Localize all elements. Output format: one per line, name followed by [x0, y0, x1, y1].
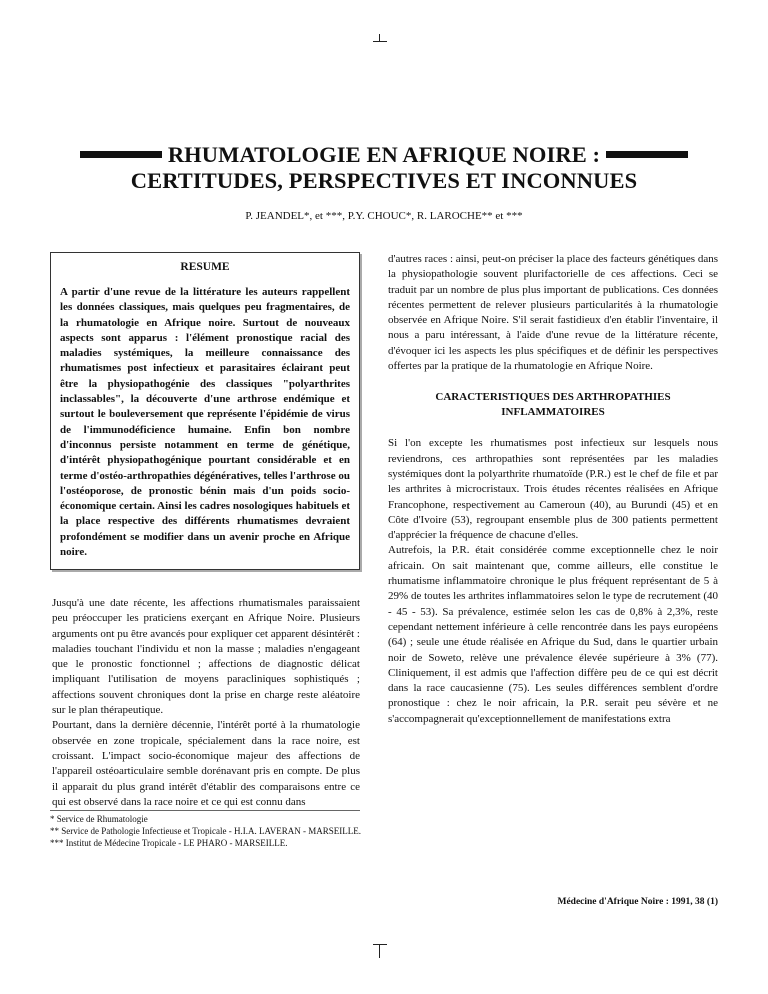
right-column — [388, 252, 718, 727]
section-heading-line-2: INFLAMMATOIRES — [501, 406, 605, 419]
abstract-box — [50, 252, 360, 570]
abstract-text: A partir d'une revue de la littérature les auteurs rappellent les données classiques, mais quelques peu fragmentaires, de la rhumatologie en Afrique noire. Surtout de nouveaux aspects sont apparus : l'élément pronostique racial des maladies systémiques, la meilleure connaissance des rhumatismes post infectieux et parasitaires éclairant peut être la physiopathogénie des classiques "polyarthrites inclassables", la découverte d'une arthrose endémique et surtout le bouleversement que représente l'épidémie de virus de l'immunodéficience humaine. Enfin bon nombre d'inconnus persiste notamment en terme de génétique, d'intérêt physiopathogénique pourtant considérable et en terme d'ostéo-arthropathies dégénératives, telles l'arthrose ou l'ostéoporose, de pronostic bénin mais d'un poids socio-économique certain. Ainsi les cadres nosologiques habituels et la place respective des différents rhumatismes devraient profondément se modifier dans un avenir proche en Afrique noire. — [60, 286, 350, 559]
crop-mark-top — [373, 34, 387, 42]
section-heading — [388, 390, 718, 420]
body-paragraph: Autrefois, la P.R. était considérée comme exceptionnelle chez le noir africain. On sait maintenant que, comme ailleurs, elle constitue le rhumatisme inflammatoire chronique le plus fréquent représentant de 5 à 29% de toutes les arthrites inflammatoires selon le type de recrutement (40 - 45 - 53). Sa prévalence, estimée selon les cas de 0,8% à 2,3%, reste cependant nettement inférieure à celle rencontrée dans les pays européens (64) ; seule une étude réalisée en Afrique du Sud, dans le quartier urbain noir de Soweto, relève une prévalence élevée supérieure à 3% (77). Cliniquement, il est admis que l'affection diffère peu de ce qui est décrit dans la race caucasienne (75). Les seules différences semblent d'ordre pronostique : chez le noir africain, la P.R. serait peu sévère et ne s'accompagnerait qu'exceptionnellement de manifestations extra — [388, 544, 718, 725]
crop-mark-bottom — [373, 944, 387, 958]
title-line-2: CERTITUDES, PERSPECTIVES ET INCONNUES — [130, 168, 638, 193]
body-paragraph: Si l'on excepte les rhumatismes post infectieux sur lesquels nous reviendrons, ces arthropathies sont représentées par les maladies systémiques dont la polyarthrite rhumatoïde (P.R.) est le chef de file et par les arthrites à microcristaux. Trois études récentes réalisées en Afrique Francophone, respectivement au Cameroun (40), au Burundi (45) et en Côte d'Ivoire (53), regroupant ensemble plus de 300 patients permettent d'apprécier la fréquence de chacune d'elles. — [388, 437, 718, 542]
footnote-item: *** Institut de Médecine Tropicale - LE PHARO - MARSEILLE. — [50, 838, 288, 848]
intro-paragraph: d'autres races : ainsi, peut-on préciser la place des facteurs génétiques dans la physiopathologie souvent plurifactorielle de ces affections. Ceci se traduit par un nombre de plus plus important de publications. Ces données récentes permettent de relever plusieurs particularités à la rhumatologie observée en Afrique Noire. S'il serait fastidieux d'en établir l'inventaire, il nous a paru intéressant, à l'aide d'une revue de la littérature récente, d'évoquer ici les aspects les plus spécifiques et de définir les perspectives offertes par la pratique de la rhumatologie en Afrique Noire. — [388, 253, 718, 373]
footnotes — [50, 813, 362, 849]
abstract-heading: RESUME — [180, 261, 230, 273]
journal-citation: Médecine d'Afrique Noire : 1991, 38 (1) — [557, 897, 718, 907]
footnote-item: * Service de Rhumatologie — [50, 814, 148, 824]
section-heading-line-1: CARACTERISTIQUES DES ARTHROPATHIES — [435, 391, 671, 404]
footnote-rule — [50, 810, 360, 811]
authors-line: P. JEANDEL*, et ***, P.Y. CHOUC*, R. LAROCHE** et *** — [245, 210, 523, 222]
footnote-item: ** Service de Pathologie Infectieuse et Tropicale - H.I.A. LAVERAN - MARSEILLE. — [50, 826, 362, 836]
left-column — [52, 596, 360, 810]
title-text-1: RHUMATOLOGIE EN AFRIQUE NOIRE : — [167, 142, 601, 167]
article-title — [50, 142, 718, 194]
title-bar-right — [606, 151, 688, 158]
body-paragraph: Jusqu'à une date récente, les affections rhumatismales paraissaient peu préoccuper les praticiens exerçant en Afrique Noire. Plusieurs arguments ont pu être avancés pour expliquer cet apparent désintérêt : maladies touchant l'individu et non la masse ; maladies n'engageant que le pronostic fonctionnel ; affections de diagnostic délicat impliquant l'utilisation de moyens paracliniques sophistiqués ; affections souvent chroniques dont la prise en charge reste aléatoire sur le plan thérapeutique. — [52, 597, 360, 717]
title-bar-left — [80, 151, 162, 158]
title-line-1 — [50, 142, 718, 168]
body-paragraph: Pourtant, dans la dernière décennie, l'intérêt porté à la rhumatologie observée en zone tropicale, spécialement dans la race noire, est croissant. L'impact socio-économique majeur des affections de l'appareil ostéoarticulaire semble dorénavant pris en compte. De plus il apparait du plus grand intérêt d'établir des comparaisons entre ce qui est observé dans la race noire et ce qui est connu dans — [52, 719, 360, 808]
